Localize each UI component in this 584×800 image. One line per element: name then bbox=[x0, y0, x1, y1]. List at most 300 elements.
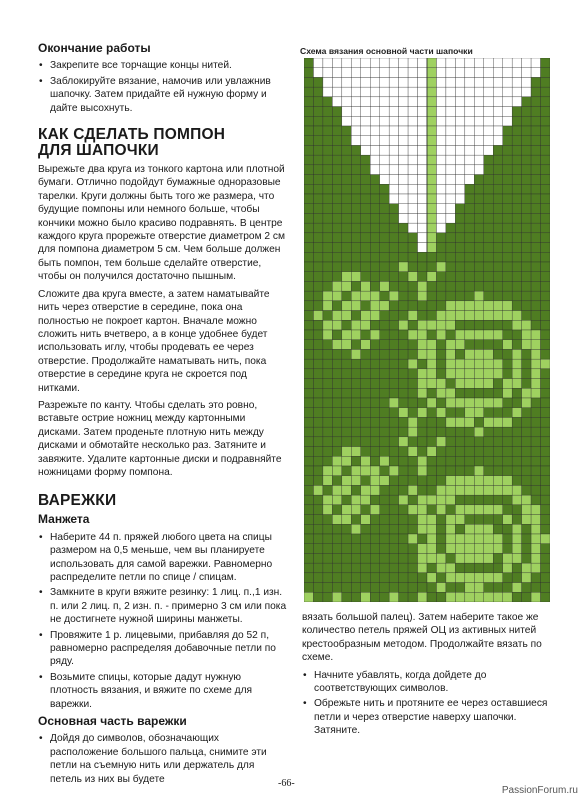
chart-cell bbox=[493, 116, 502, 126]
chart-cell bbox=[323, 515, 332, 525]
chart-cell bbox=[304, 485, 313, 495]
chart-cell bbox=[389, 204, 398, 214]
chart-cell bbox=[455, 291, 464, 301]
chart-cell bbox=[541, 311, 550, 321]
chart-cell bbox=[313, 291, 322, 301]
chart-cell bbox=[389, 223, 398, 233]
chart-cell bbox=[361, 272, 370, 282]
chart-cell bbox=[418, 184, 427, 194]
chart-cell bbox=[493, 476, 502, 486]
chart-cell bbox=[446, 155, 455, 165]
chart-cell bbox=[446, 485, 455, 495]
chart-cell bbox=[531, 204, 540, 214]
chart-cell bbox=[304, 194, 313, 204]
chart-cell bbox=[522, 427, 531, 437]
chart-cell bbox=[418, 87, 427, 97]
chart-cell bbox=[408, 359, 417, 369]
chart-cell bbox=[313, 281, 322, 291]
chart-cell bbox=[522, 359, 531, 369]
chart-cell bbox=[399, 175, 408, 185]
chart-cell bbox=[342, 553, 351, 563]
chart-cell bbox=[351, 311, 360, 321]
chart-cell bbox=[408, 408, 417, 418]
chart-cell bbox=[541, 359, 550, 369]
chart-cell bbox=[522, 136, 531, 146]
chart-cell bbox=[313, 194, 322, 204]
chart-cell bbox=[332, 515, 341, 525]
chart-cell bbox=[512, 184, 521, 194]
chart-cell bbox=[474, 505, 483, 515]
chart-cell bbox=[370, 252, 379, 262]
chart-cell bbox=[380, 213, 389, 223]
chart-cell bbox=[493, 456, 502, 466]
chart-cell bbox=[427, 243, 436, 253]
chart-cell bbox=[455, 272, 464, 282]
chart-cell bbox=[323, 330, 332, 340]
chart-cell bbox=[512, 417, 521, 427]
chart-cell bbox=[446, 311, 455, 321]
chart-cell bbox=[389, 583, 398, 593]
chart-cell bbox=[465, 155, 474, 165]
chart-cell bbox=[493, 194, 502, 204]
chart-cell bbox=[313, 563, 322, 573]
chart-cell bbox=[474, 534, 483, 544]
chart-cell bbox=[455, 359, 464, 369]
chart-cell bbox=[380, 291, 389, 301]
chart-cell bbox=[503, 77, 512, 87]
chart-cell bbox=[399, 544, 408, 554]
chart-cell bbox=[465, 349, 474, 359]
list-item: • Замкните в круги вяжите резинку: 1 лиц. п.,1 изн. п. или 2 лиц. п, 2 изн. п. - примерно 3 см или пока не достигнете нужной ширины манжеты. bbox=[38, 586, 288, 626]
chart-cell bbox=[418, 97, 427, 107]
chart-cell bbox=[408, 272, 417, 282]
chart-cell bbox=[446, 77, 455, 87]
chart-cell bbox=[313, 97, 322, 107]
chart-cell bbox=[418, 398, 427, 408]
chart-cell bbox=[436, 97, 445, 107]
chart-cell bbox=[446, 204, 455, 214]
chart-cell bbox=[541, 485, 550, 495]
chart-cell bbox=[493, 427, 502, 437]
chart-cell bbox=[465, 485, 474, 495]
chart-cell bbox=[522, 369, 531, 379]
chart-cell bbox=[399, 417, 408, 427]
chart-cell bbox=[323, 583, 332, 593]
chart-cell bbox=[389, 107, 398, 117]
chart-cell bbox=[503, 408, 512, 418]
chart-cell bbox=[399, 495, 408, 505]
chart-cell bbox=[351, 126, 360, 136]
chart-cell bbox=[380, 534, 389, 544]
chart-cell bbox=[465, 563, 474, 573]
chart-cell bbox=[418, 107, 427, 117]
chart-cell bbox=[465, 398, 474, 408]
chart-cell bbox=[436, 204, 445, 214]
chart-cell bbox=[493, 417, 502, 427]
chart-cell bbox=[427, 68, 436, 78]
chart-cell bbox=[370, 379, 379, 389]
chart-cell bbox=[332, 553, 341, 563]
chart-cell bbox=[332, 204, 341, 214]
chart-cell bbox=[332, 563, 341, 573]
chart-cell bbox=[342, 417, 351, 427]
chart-cell bbox=[361, 291, 370, 301]
chart-cell bbox=[351, 116, 360, 126]
chart-cell bbox=[484, 107, 493, 117]
chart-cell bbox=[361, 359, 370, 369]
chart-cell bbox=[493, 515, 502, 525]
chart-cell bbox=[474, 485, 483, 495]
chart-cell bbox=[323, 165, 332, 175]
chart-cell bbox=[370, 476, 379, 486]
chart-cell bbox=[484, 495, 493, 505]
chart-cell bbox=[332, 281, 341, 291]
chart-cell bbox=[512, 563, 521, 573]
chart-cell bbox=[389, 330, 398, 340]
chart-cell bbox=[332, 77, 341, 87]
chart-cell bbox=[361, 77, 370, 87]
chart-cell bbox=[399, 369, 408, 379]
chart-cell bbox=[531, 485, 540, 495]
chart-cell bbox=[370, 447, 379, 457]
chart-cell bbox=[427, 145, 436, 155]
chart-cell bbox=[370, 223, 379, 233]
chart-cell bbox=[361, 155, 370, 165]
chart-cell bbox=[541, 175, 550, 185]
chart-cell bbox=[531, 107, 540, 117]
chart-cell bbox=[361, 437, 370, 447]
chart-cell bbox=[408, 369, 417, 379]
chart-cell bbox=[370, 573, 379, 583]
chart-cell bbox=[380, 515, 389, 525]
chart-cell bbox=[389, 349, 398, 359]
chart-cell bbox=[418, 68, 427, 78]
chart-cell bbox=[370, 281, 379, 291]
chart-cell bbox=[380, 97, 389, 107]
chart-cell bbox=[304, 456, 313, 466]
chart-cell bbox=[389, 515, 398, 525]
chart-cell bbox=[465, 252, 474, 262]
chart-cell bbox=[503, 456, 512, 466]
chart-cell bbox=[408, 281, 417, 291]
chart-cell bbox=[361, 320, 370, 330]
chart-cell bbox=[408, 349, 417, 359]
chart-cell bbox=[522, 97, 531, 107]
chart-cell bbox=[304, 145, 313, 155]
chart-cell bbox=[512, 223, 521, 233]
chart-cell bbox=[446, 583, 455, 593]
chart-cell bbox=[503, 291, 512, 301]
chart-cell bbox=[474, 524, 483, 534]
chart-cell bbox=[361, 534, 370, 544]
chart-cell bbox=[436, 359, 445, 369]
chart-cell bbox=[484, 301, 493, 311]
chart-cell bbox=[380, 145, 389, 155]
chart-cell bbox=[446, 349, 455, 359]
chart-cell bbox=[446, 379, 455, 389]
chart-cell bbox=[389, 126, 398, 136]
chart-cell bbox=[342, 97, 351, 107]
chart-cell bbox=[389, 505, 398, 515]
chart-cell bbox=[427, 87, 436, 97]
chart-cell bbox=[342, 379, 351, 389]
chart-cell bbox=[389, 252, 398, 262]
chart-cell bbox=[465, 476, 474, 486]
chart-cell bbox=[436, 116, 445, 126]
chart-cell bbox=[522, 340, 531, 350]
chart-cell bbox=[418, 301, 427, 311]
chart-cell bbox=[522, 583, 531, 593]
chart-cell bbox=[474, 573, 483, 583]
chart-cell bbox=[408, 301, 417, 311]
chart-cell bbox=[427, 77, 436, 87]
chart-cell bbox=[332, 165, 341, 175]
chart-cell bbox=[455, 408, 464, 418]
chart-cell bbox=[351, 97, 360, 107]
chart-cell bbox=[370, 175, 379, 185]
chart-cell bbox=[484, 68, 493, 78]
chart-cell bbox=[418, 495, 427, 505]
chart-cell bbox=[418, 243, 427, 253]
chart-cell bbox=[323, 495, 332, 505]
chart-cell bbox=[474, 213, 483, 223]
chart-cell bbox=[351, 592, 360, 602]
chart-cell bbox=[541, 68, 550, 78]
chart-cell bbox=[531, 311, 540, 321]
chart-cell bbox=[446, 145, 455, 155]
chart-cell bbox=[522, 437, 531, 447]
chart-cell bbox=[332, 291, 341, 301]
chart-cell bbox=[484, 77, 493, 87]
chart-cell bbox=[541, 417, 550, 427]
chart-cell bbox=[332, 583, 341, 593]
chart-cell bbox=[465, 524, 474, 534]
chart-cell bbox=[380, 398, 389, 408]
chart-cell bbox=[304, 320, 313, 330]
chart-cell bbox=[361, 408, 370, 418]
chart-cell bbox=[408, 165, 417, 175]
chart-cell bbox=[465, 553, 474, 563]
chart-cell bbox=[455, 544, 464, 554]
chart-cell bbox=[380, 563, 389, 573]
chart-cell bbox=[313, 233, 322, 243]
chart-cell bbox=[304, 116, 313, 126]
chart-cell bbox=[370, 349, 379, 359]
chart-cell bbox=[389, 243, 398, 253]
chart-cell bbox=[408, 252, 417, 262]
chart-cell bbox=[493, 68, 502, 78]
chart-cell bbox=[493, 553, 502, 563]
chart-cell bbox=[389, 553, 398, 563]
chart-cell bbox=[484, 320, 493, 330]
chart-cell bbox=[332, 145, 341, 155]
chart-cell bbox=[512, 291, 521, 301]
chart-cell bbox=[436, 68, 445, 78]
chart-cell bbox=[380, 544, 389, 554]
chart-cell bbox=[389, 97, 398, 107]
chart-cell bbox=[512, 58, 521, 68]
list-item: • Возьмите спицы, которые дадут нужную плотность вязания, и вяжите по схеме для варежки. bbox=[38, 671, 288, 711]
chart-cell bbox=[484, 349, 493, 359]
chart-cell bbox=[436, 243, 445, 253]
chart-cell bbox=[484, 243, 493, 253]
chart-cell bbox=[446, 495, 455, 505]
chart-cell bbox=[399, 466, 408, 476]
chart-cell bbox=[351, 417, 360, 427]
chart-cell bbox=[484, 485, 493, 495]
chart-cell bbox=[493, 524, 502, 534]
chart-cell bbox=[474, 243, 483, 253]
chart-cell bbox=[427, 437, 436, 447]
chart-cell bbox=[427, 97, 436, 107]
chart-cell bbox=[465, 495, 474, 505]
chart-cell bbox=[474, 515, 483, 525]
chart-cell bbox=[332, 175, 341, 185]
chart-cell bbox=[522, 223, 531, 233]
chart-cell bbox=[465, 165, 474, 175]
chart-cell bbox=[436, 369, 445, 379]
chart-cell bbox=[418, 340, 427, 350]
chart-cell bbox=[323, 456, 332, 466]
chart-cell bbox=[313, 213, 322, 223]
chart-cell bbox=[512, 116, 521, 126]
chart-cell bbox=[408, 243, 417, 253]
chart-cell bbox=[323, 97, 332, 107]
chart-cell bbox=[436, 155, 445, 165]
chart-cell bbox=[408, 291, 417, 301]
chart-cell bbox=[503, 573, 512, 583]
chart-cell bbox=[522, 252, 531, 262]
chart-cell bbox=[484, 116, 493, 126]
chart-cell bbox=[503, 87, 512, 97]
chart-cell bbox=[436, 301, 445, 311]
chart-cell bbox=[313, 447, 322, 457]
chart-cell bbox=[503, 417, 512, 427]
chart-cell bbox=[323, 505, 332, 515]
chart-cell bbox=[474, 58, 483, 68]
chart-cell bbox=[361, 262, 370, 272]
chart-cell bbox=[493, 388, 502, 398]
chart-cell bbox=[351, 544, 360, 554]
chart-cell bbox=[465, 447, 474, 457]
chart-cell bbox=[427, 349, 436, 359]
chart-cell bbox=[332, 213, 341, 223]
chart-cell bbox=[531, 466, 540, 476]
cuff-list bbox=[38, 531, 288, 711]
chart-cell bbox=[418, 223, 427, 233]
chart-cell bbox=[493, 544, 502, 554]
chart-cell bbox=[418, 281, 427, 291]
chart-cell bbox=[503, 476, 512, 486]
chart-cell bbox=[408, 184, 417, 194]
chart-cell bbox=[323, 485, 332, 495]
chart-cell bbox=[408, 379, 417, 389]
chart-cell bbox=[503, 524, 512, 534]
chart-cell bbox=[313, 359, 322, 369]
chart-cell bbox=[380, 359, 389, 369]
chart-cell bbox=[427, 175, 436, 185]
chart-cell bbox=[389, 534, 398, 544]
chart-cell bbox=[304, 408, 313, 418]
chart-cell bbox=[455, 369, 464, 379]
chart-cell bbox=[332, 97, 341, 107]
chart-cell bbox=[503, 126, 512, 136]
chart-cell bbox=[342, 583, 351, 593]
chart-cell bbox=[465, 505, 474, 515]
chart-cell bbox=[436, 213, 445, 223]
chart-cell bbox=[446, 291, 455, 301]
chart-cell bbox=[351, 233, 360, 243]
chart-cell bbox=[531, 262, 540, 272]
chart-cell bbox=[370, 456, 379, 466]
cuff-subtitle: Манжета bbox=[38, 512, 90, 527]
chart-cell bbox=[436, 573, 445, 583]
chart-cell bbox=[304, 262, 313, 272]
chart-cell bbox=[541, 505, 550, 515]
chart-cell bbox=[342, 573, 351, 583]
chart-cell bbox=[522, 175, 531, 185]
chart-cell bbox=[474, 126, 483, 136]
chart-cell bbox=[304, 97, 313, 107]
chart-cell bbox=[455, 466, 464, 476]
chart-cell bbox=[332, 126, 341, 136]
chart-cell bbox=[304, 369, 313, 379]
chart-cell bbox=[361, 417, 370, 427]
chart-cell bbox=[436, 563, 445, 573]
chart-cell bbox=[531, 145, 540, 155]
chart-cell bbox=[370, 359, 379, 369]
chart-cell bbox=[493, 408, 502, 418]
chart-cell bbox=[446, 456, 455, 466]
chart-cell bbox=[408, 437, 417, 447]
chart-cell bbox=[408, 175, 417, 185]
chart-cell bbox=[389, 291, 398, 301]
chart-cell bbox=[313, 544, 322, 554]
chart-cell bbox=[304, 252, 313, 262]
chart-cell bbox=[455, 77, 464, 87]
chart-cell bbox=[512, 456, 521, 466]
chart-cell bbox=[389, 592, 398, 602]
chart-cell bbox=[361, 87, 370, 97]
chart-cell bbox=[512, 583, 521, 593]
chart-cell bbox=[380, 330, 389, 340]
chart-cell bbox=[531, 369, 540, 379]
chart-cell bbox=[370, 194, 379, 204]
chart-cell bbox=[361, 281, 370, 291]
chart-cell bbox=[446, 534, 455, 544]
chart-cell bbox=[446, 136, 455, 146]
chart-cell bbox=[418, 145, 427, 155]
chart-cell bbox=[484, 97, 493, 107]
chart-cell bbox=[380, 408, 389, 418]
list-item: • Наберите 44 п. пряжей любого цвета на спицы размером на 0,5 меньше, чем вы планируете использовать для самой варежки. Равномерно распределите петли по спице / спицам. bbox=[38, 531, 288, 585]
chart-cell bbox=[408, 262, 417, 272]
chart-cell bbox=[465, 340, 474, 350]
chart-cell bbox=[351, 553, 360, 563]
chart-cell bbox=[512, 262, 521, 272]
chart-cell bbox=[351, 340, 360, 350]
chart-cell bbox=[484, 87, 493, 97]
chart-cell bbox=[455, 495, 464, 505]
chart-cell bbox=[408, 417, 417, 427]
chart-cell bbox=[512, 281, 521, 291]
chart-cell bbox=[465, 330, 474, 340]
chart-cell bbox=[465, 583, 474, 593]
chart-title: Схема вязания основной части шапочки bbox=[300, 46, 473, 56]
chart-cell bbox=[332, 340, 341, 350]
chart-cell bbox=[427, 524, 436, 534]
chart-cell bbox=[313, 515, 322, 525]
